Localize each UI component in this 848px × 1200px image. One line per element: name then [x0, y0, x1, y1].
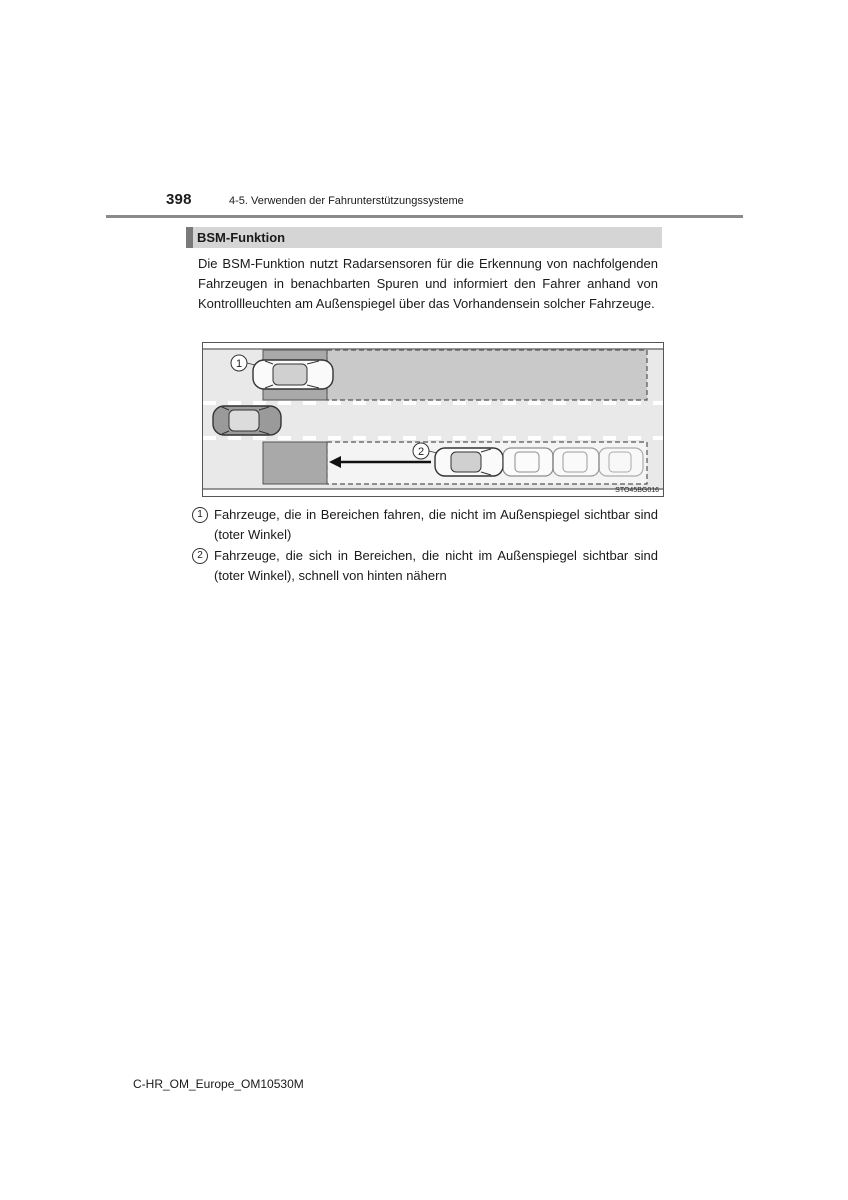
legend-text-1: Fahrzeuge, die in Bereichen fahren, die nicht im Außenspiegel sichtbar sind (toter Winkel) [214, 507, 658, 542]
section-reference: 4-5. Verwenden der Fahrunterstützungssysteme [229, 195, 464, 207]
figure-code: STO45BG016 [615, 487, 659, 494]
legend-number-2: 2 [192, 548, 208, 564]
legend-number-1: 1 [192, 507, 208, 523]
vehicle-approaching [435, 448, 503, 476]
legend-item-1 [192, 505, 658, 545]
bsm-diagram [202, 342, 664, 497]
bsm-diagram-svg [203, 343, 663, 496]
vehicle-blind-spot [253, 360, 333, 389]
legend-item-2 [192, 546, 658, 586]
vehicle-motion-ghost-3 [599, 448, 643, 476]
section-heading: BSM-Funktion [186, 227, 662, 248]
legend-text-2: Fahrzeuge, die sich in Bereichen, die nicht im Außenspiegel sichtbar sind (toter Winkel), schnell von hinten nähern [214, 548, 658, 583]
detection-zone-upper [327, 350, 647, 400]
callout-2: 2 [417, 446, 425, 458]
header-divider [106, 215, 743, 218]
footer-doc-code: C-HR_OM_Europe_OM10530M [133, 1077, 304, 1091]
intro-paragraph: Die BSM-Funktion nutzt Radarsensoren für die Erkennung von nachfolgenden Fahrzeugen in benachbarten Spuren und informiert den Fahrer anhand von Kontrollleuchten am Außenspiegel über das Vorhandensein solcher Fahrzeuge. [198, 256, 658, 311]
callout-1: 1 [235, 358, 243, 370]
page-number: 398 [166, 191, 192, 208]
vehicle-motion-ghost-1 [503, 448, 553, 476]
blind-spot-zone-lower [263, 442, 327, 484]
vehicle-motion-ghost-2 [553, 448, 599, 476]
own-vehicle [213, 406, 281, 435]
